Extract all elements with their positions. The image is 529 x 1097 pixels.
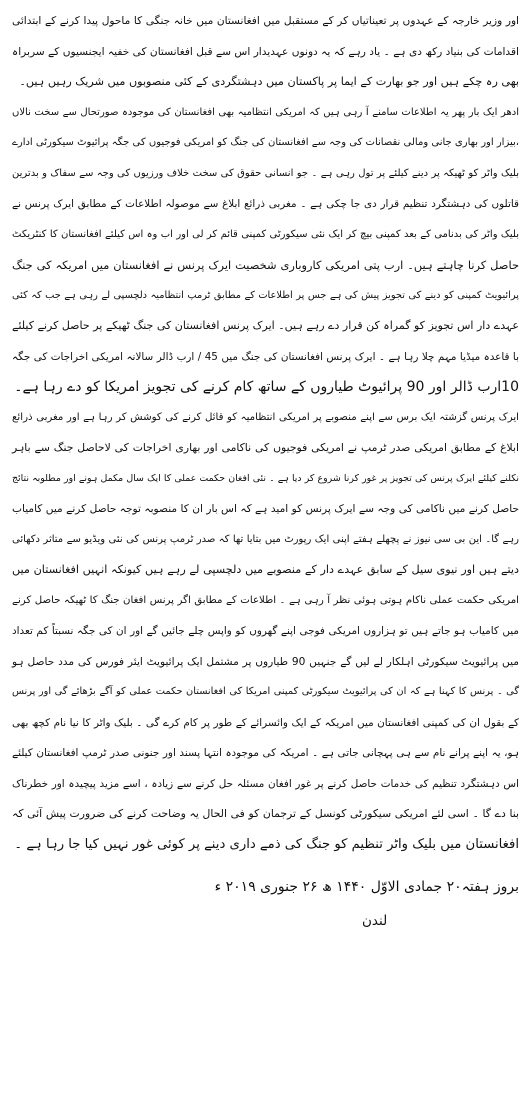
text-line: بلیک واٹر کو ٹھیکہ پر دینے کیلئے پر تول رہی ہے ۔ جو انسانی حقوق کی سخت خلاف ورزیوں کی وجہ سے سفاک و بدترین [12,167,519,179]
text-line: رہے گا۔ این بی سی نیوز نے پچھلے ہفتے اپنی ایک رپورٹ میں بتایا تھا کہ صدر ٹرمپ پرنس کی نئی ویڈیو سے متاثر دکھائی [12,533,519,545]
text-line: پرائیویٹ کمپنی کو دینے کی تجویز پیش کی ہے جس پر اطلاعات کے مطابق ٹرمپ انتظامیہ دلچسپی لے رہی ہے جب کہ کئی [12,289,519,301]
text-line: حاصل کرنا چاہتے ہیں۔ ارب پتی امریکی کاروباری شخصیت ایرک پرنس نے افغانستان میں امریکہ کی جنگ [12,258,519,272]
text-line: قاتلوں کی دہشتگرد تنظیم قرار دی جا چکی ہے ۔ مغربی ذرائع ابلاغ سے موصولہ اطلاعات کے مطابق ایرک پرنس نے [12,198,519,210]
text-line: با قاعدہ میڈیا مہم چلا رہا ہے ۔ ایرک پرنس افغانستان کی جنگ میں 45 / ارب ڈالر سالانہ امریکی اخراجات کی جگہ [12,350,519,363]
text-line: ہو، یہ اپنے پرانے نام سے ہی پہچانی جاتی ہے ۔ امریکہ کی موجودہ انتہا پسند اور جنونی صدر ٹرمپ افغانستان کیلئے [12,747,519,759]
text-line: بلیک واٹر کی بدنامی کے بعد کمپنی بیچ کر ایک نئی سیکورٹی کمپنی قائم کر لی اور اب وہ اس کیلئے افغانستان کا کنٹریکٹ [12,228,519,240]
text-line: امریکی حکمت عملی ناکام ہوتی ہوئی نظر آ رہی ہے ۔ اطلاعات کے مطابق اگر پرنس افغان جنگ کا ٹھیکہ حاصل کرنے [12,594,519,606]
dateline: بروز ہفتہ۲۰ جمادی الاوّل ۱۴۴۰ ھ ۲۶ جنوری ۲۰۱۹ ء [214,879,519,895]
text-line: کے بقول ان کی کمپنی افغانستان میں امریکہ کے ایک وائسرائے کے طور پر کام کرے گی ۔ بلیک واٹر کا نیا نام کچھ بھی [12,716,519,729]
paragraph-3 [12,403,519,861]
paragraph-1 [12,6,519,98]
text-line: اقدامات کی بنیاد رکھ دی ہے ۔ یاد رہے کہ یہ دونوں عہدیدار اس سے قبل افغانستان کی خفیہ ایجنسیوں کے سربراہ [12,45,519,58]
place-name: لندن [362,913,388,929]
text-line: عہدے دار اس تجویز کو گمراہ کن قرار دے رہے ہیں۔ ایرک پرنس افغانستان کی جنگ ٹھیکے پر حاصل کرنے کیلئے [12,319,519,332]
text-line: ،بیزار اور بھاری جانی ومالی نقصانات کی وجہ سے افغانستان کی جنگ کو امریکی فوجیوں کی جگہ پرائیوٹ سیکورٹی ادارے [12,137,519,148]
text-line: ایرک پرنس گزشتہ ایک برس سے اپنے منصوبے پر امریکی انتظامیہ کو قائل کرنے کی کوشش کر رہا ہے اور مغربی ذرائع [12,411,519,423]
text-line: میں کامیاب ہو جاتے ہیں تو ہزاروں امریکی فوجی اپنے گھروں کو واپس چلے جائیں گے اور ان کی جگہ نسبتاً کم تعداد [12,625,519,637]
text-line: بنا دے گا ۔ اسی لئے امریکی سیکورٹی کونسل کے ترجمان کو فی الحال یہ وضاحت کرنے کی ضرورت پیش آئی کہ [12,807,519,820]
text-line: 10ارب ڈالر اور 90 پرائیوٹ طیاروں کے ساتھ کام کرنے کی تجویز امریکا کو دے رہا ہے۔ [14,379,519,395]
text-line: اور وزیر خارجہ کے عہدوں پر تعیناتیاں کر کے مستقبل میں افغانستان میں خانہ جنگی کا ماحول پیدا کرنے کے ابتدائی [12,15,519,27]
text-line: افغانستان میں بلیک واٹر تنظیم کو جنگ کی ذمے داری دینے پر کوئی غور نہیں کیا جا رہا ہے ۔ [14,836,519,852]
text-line: نکلنے کیلئے ایرک پرنس کی تجویز پر غور کرنا شروع کر دیا ہے ۔ نئی افغان حکمت عملی کا ایک سال مکمل ہونے اور مطلوبہ نتائج [12,472,519,484]
text-line: حاصل کرنے میں ناکامی کی وجہ سے ایرک پرنس کو امید ہے کہ اس بار ان کا منصوبہ توجہ حاصل کرنے میں کامیاب [12,503,519,515]
text-line: بھی رہ چکے ہیں اور جو بھارت کے ایما پر پاکستان میں دہشتگردی کے کئی منصوبوں میں شریک رہیں ہیں۔ [19,75,519,88]
text-line: ابلاغ کے مطابق امریکی صدر ٹرمپ نے امریکی فوجیوں کی ناکامی اور بھاری اخراجات کی لاحاصل جنگ سے باہر [12,441,519,454]
text-line: دیتے ہیں اور نیوی سیل کے سابق عہدے دار کے منصوبے میں دلچسپی لے رہے ہیں کیونکہ انہیں افغانستان میں [12,563,519,576]
text-line: ادھر ایک بار پھر یہ اطلاعات سامنے آ رہی ہیں کہ امریکی انتظامیہ بھی افغانستان کی موجودہ صورتحال سے سخت نالاں [12,106,519,118]
text-line: اس دہشتگرد تنظیم کی خدمات حاصل کرنے پر غور افغان مسئلہ حل کرنے سے زیادہ ، اسے مزید پیچیدہ اور خطرناک [12,777,519,790]
text-line: گی ۔ پرنس کا کہنا ہے کہ ان کی پرائیویٹ سیکورٹی کمپنی امریکا کی افغانستان حکمت عملی کو آگے بڑھائے گی اور پرنس [12,686,519,697]
paragraph-2 [12,98,519,403]
text-line: میں پرائیویٹ سیکورٹی اہلکار لے لیں گے جنہیں 90 طیاروں پر مشتمل ایک پرائیویٹ ایئر فورس کی مدد حاصل ہو [12,655,519,668]
